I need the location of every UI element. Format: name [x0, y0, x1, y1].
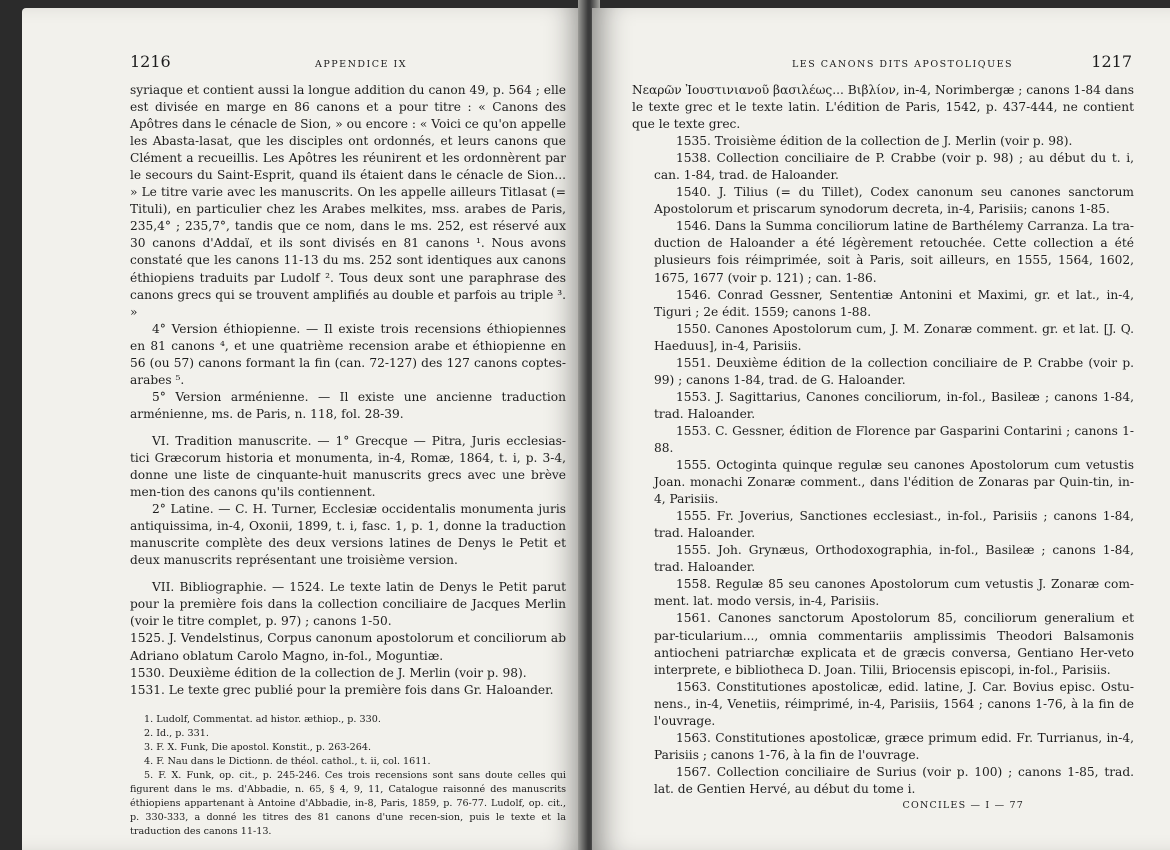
bibliography-entry: 1535. Troisième édition de la collection de J. Merlin (voir p. 98). [676, 134, 1073, 149]
signature-mark: CONCILES — I — 77 [902, 799, 1024, 811]
left-page-number: 1216 [130, 52, 171, 71]
footnote: 3. F. X. Funk, Die apostol. Konstit., p. 263-264. [144, 741, 372, 753]
right-page-header [632, 52, 1134, 78]
footnote: 4. F. Nau dans le Dictionn. de théol. cathol., t. ii, col. 1611. [144, 755, 431, 767]
bibliography-entry: 1561. Canones sanctorum Apostolorum 85, conciliorum generalium et par-ticularium..., omnia commentariis amplissimis Theodori Balsamonis antiocheni patriarchæ explicata et de græcis conversa, Gentiano Her-veto interprete, e bibliotheca D. Joan. Tilii, Briocensis episcopi, in-fol., Parisiis. [654, 611, 1134, 677]
bibliography-entry: 1553. C. Gessner, édition de Florence par Gasparini Contarini ; canons 1-88. [654, 423, 1134, 455]
bibliography-entry: 1538. Collection conciliaire de P. Crabbe (voir p. 98) ; au début du t. i, can. 1-84, trad. de Haloander. [654, 151, 1134, 183]
bibliography-entry: 1558. Regulæ 85 seu canones Apostolorum cum vetustis J. Zonaræ com-ment. lat. modo versis, in-4, Parisiis. [654, 577, 1134, 609]
left-page-header [130, 52, 566, 78]
bibliography-entry: 1540. J. Tilius (= du Tillet), Codex canonum seu canones sanctorum Apostolorum et priscarum synodorum decreta, in-4, Parisiis; canons 1-85. [654, 185, 1134, 217]
bibliography-entry: 1546. Conrad Gessner, Sententiæ Antonini et Maximi, gr. et lat., in-4, Tiguri ; 2e édit. 1559; canons 1-88. [654, 287, 1134, 319]
paragraph-armenian-version: 5° Version arménienne. — Il existe une ancienne traduction arménienne, ms. de Paris, n. 118, fol. 28-39. [130, 389, 566, 421]
bibliography-entry: 1567. Collection conciliaire de Surius (voir p. 100) ; canons 1-85, trad. lat. de Gentien Hervé, au début du tome i. [654, 764, 1134, 796]
bibliography-entry: 1551. Deuxième édition de la collection conciliaire de P. Crabbe (voir p. 99) ; canons 1-84, trad. de G. Haloander. [654, 355, 1134, 387]
left-page-body [130, 82, 566, 699]
right-page [592, 8, 1170, 850]
paragraph-syriac-version: syriaque et contient aussi la longue addition du canon 49, p. 564 ; elle est divisée en marge en 86 canons et a pour titre : « Canons des Apôtres dans le cénacle de Sion, » ou encore : « Voici ce qu'on appelle les Abasta-lasat, que les disciples ont ordonnés, et leurs canons que Clément a recueillis. Les Apôtres les réunirent et les ordonnèrent par le secours du Saint-Esprit, quand ils étaient dans le cénacle de Sion... » Le titre varie avec les manuscrits. On les appelle ailleurs Titlasat (= Tituli), en particulier chez les Arabes melkites, mss. arabes de Paris, 235,4° ; 235,7°, tandis que ce nom, dans le ms. 252, est réservé aux 30 canons d'Addaï, et ils sont divisés en 81 canons ¹. Nous avons constaté que les canons 11-13 du ms. 252 sont identiques aux canons éthiopiens traduits par Ludolf ². Tous deux sont une paraphrase des canons grecs qui se trouvent amplifiés au double et parfois au triple ³. » [130, 83, 566, 319]
right-page-number: 1217 [1091, 52, 1132, 71]
right-page-body [632, 82, 1134, 798]
footnote: 2. Id., p. 331. [144, 727, 209, 739]
bibliography-entry: 1555. Octoginta quinque regulæ seu canones Apostolorum cum vetustis Joan. monachi Zonaræ comment., dans l'édition de Zonaras par Quin-tin, in-4, Parisiis. [654, 458, 1134, 507]
paragraph-ethiopic-version: 4° Version éthiopienne. — Il existe trois recensions éthiopiennes en 81 canons ⁴, et une quatrième recension arabe et éthiopienne en 56 (ou 57) canons formant la fin (can. 72-127) des 127 canons coptes-arabes ⁵. [130, 321, 566, 387]
bibliography-entry: 1525. J. Vendelstinus, Corpus canonum apostolorum et conciliorum ab Adriano oblatum Carolo Magno, in-fol., Moguntiæ. [130, 631, 566, 663]
bibliography-entry: 1555. Fr. Joverius, Sanctiones ecclesiast., in-fol., Parisiis ; canons 1-84, trad. Haloander. [654, 509, 1134, 541]
left-running-head: APPENDICE IX [315, 59, 408, 70]
bibliography-entry: 1555. Joh. Grynæus, Orthodoxographia, in-fol., Basileæ ; canons 1-84, trad. Haloander. [654, 543, 1134, 575]
bibliography-entry: Νεαρῶν Ἰουστινιανοῦ βασιλέως... Βιβλίον, in-4, Norimbergæ ; canons 1-84 dans le texte grec et le texte latin. L'édition de Paris, 1542, p. 437-444, ne contient que le texte grec. [632, 83, 1134, 132]
footnote: 5. F. X. Funk, op. cit., p. 245-246. Ces trois recensions sont sans doute celles qui figurent dans le ms. d'Abbadie, n. 65, § 4, 9, 11, Catalogue raisonné des manuscrits éthiopiens appartenant à Antoine d'Abbadie, in-8, Paris, 1859, p. 76-77. Ludolf, op. cit., p. 330-333, a donné les titres des 81 canons d'une recen-sion, puis le texte et la traduction des canons 11-13. [130, 769, 566, 837]
bibliography-entry: 1553. J. Sagittarius, Canones conciliorum, in-fol., Basileæ ; canons 1-84, trad. Haloander. [654, 389, 1134, 421]
paragraph-bibliography: VII. Bibliographie. — 1524. Le texte latin de Denys le Petit parut pour la première fois dans la collection conciliaire de Jacques Merlin (voir le titre complet, p. 97) ; canons 1-50. [130, 580, 566, 629]
bibliography-entry: 1563. Constitutiones apostolicæ, edid. latine, J. Car. Bovius episc. Ostu-nens., in-4, Venetiis, réimprimé, in-4, Parisiis, 1564 ; canons 1-76, à la fin de l'ouvrage. [654, 679, 1134, 728]
footnotes [130, 713, 566, 839]
bibliography-entry: 1563. Constitutiones apostolicæ, græce primum edid. Fr. Turrianus, in-4, Parisiis ; canons 1-76, à la fin de l'ouvrage. [654, 730, 1134, 762]
paragraph-latin-tradition: 2° Latine. — C. H. Turner, Ecclesiæ occidentalis monumenta juris antiquissima, in-4, Oxonii, 1899, t. i, fasc. 1, p. 1, donne la traduction manuscrite complète des deux versions latines de Denys le Petit et deux manuscrits représentant une troisième version. [130, 502, 566, 568]
bibliography-entry: 1531. Le texte grec publié pour la première fois dans Gr. Haloander. [130, 682, 554, 697]
bibliography-entry: 1546. Dans la Summa conciliorum latine de Barthélemy Carranza. La tra-duction de Haloander a été légèrement retouchée. Cette collection a été plusieurs fois réimprimée, soit à Paris, soit ailleurs, en 1555, 1564, 1602, 1675, 1677 (voir p. 121) ; can. 1-86. [654, 219, 1134, 285]
paragraph-manuscript-tradition: VI. Tradition manuscrite. — 1° Grecque — Pitra, Juris ecclesias-tici Græcorum historia et monumenta, in-4, Romæ, 1864, t. i, p. 3-4, donne une liste de cinquante-huit manuscrits grecs avec une brève men-tion des canons qu'ils contiennent. [130, 433, 566, 500]
right-running-head: LES CANONS DITS APOSTOLIQUES [792, 59, 1014, 70]
bibliography-entry: 1550. Canones Apostolorum cum, J. M. Zonaræ comment. gr. et lat. [J. Q. Haeduus], in-4, Parisiis. [654, 321, 1134, 353]
bibliography-entry: 1530. Deuxième édition de la collection de J. Merlin (voir p. 98). [130, 665, 527, 680]
left-page [22, 8, 586, 850]
footnote: 1. Ludolf, Commentat. ad histor. æthiop., p. 330. [144, 713, 381, 725]
